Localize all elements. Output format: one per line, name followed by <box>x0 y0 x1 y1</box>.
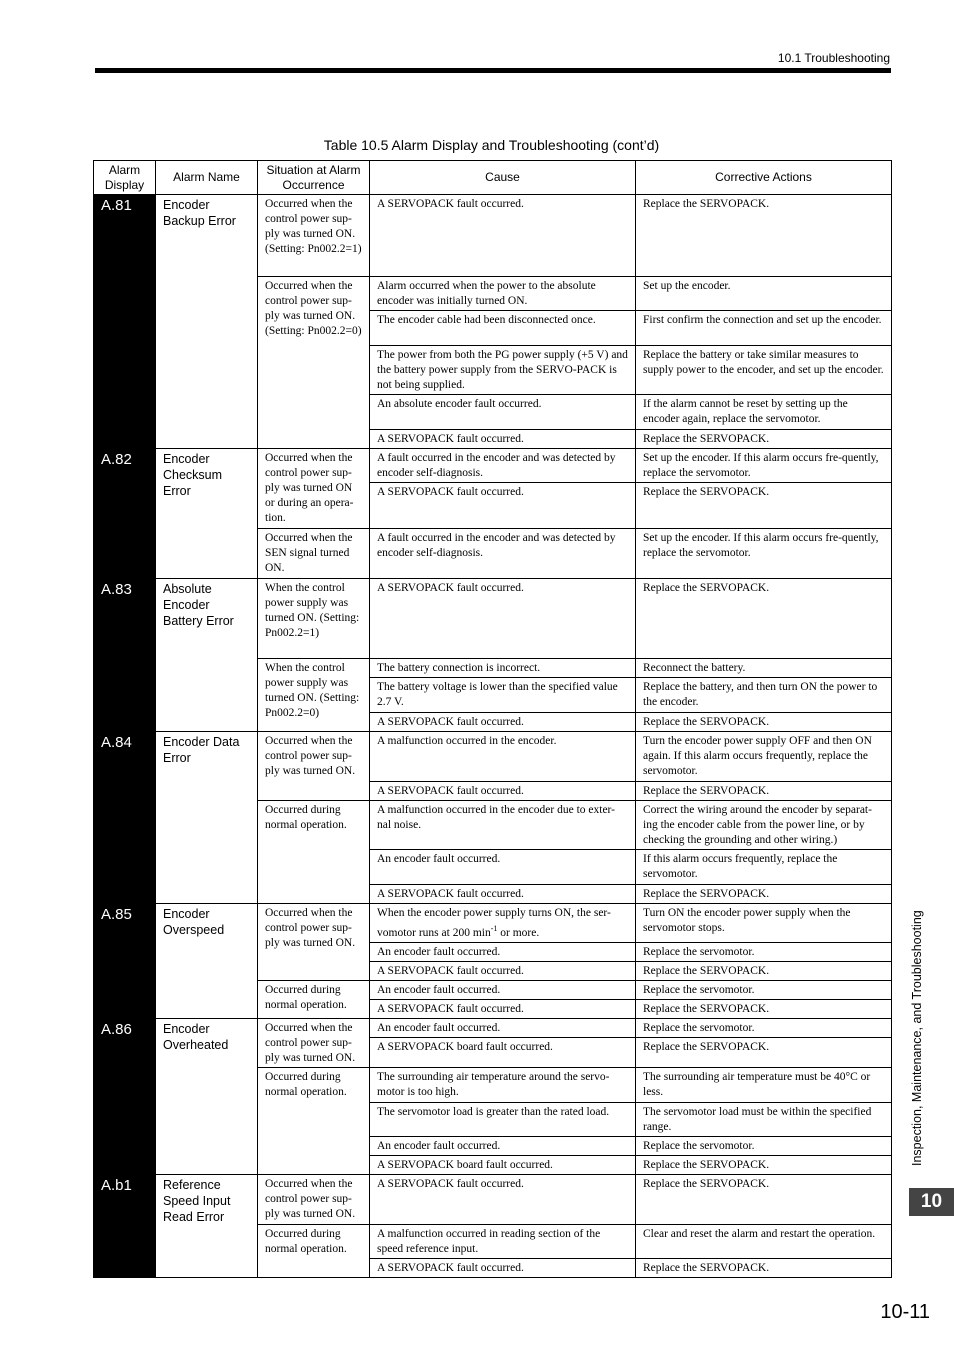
action-cell: Replace the SERVOPACK. <box>636 999 892 1018</box>
table-caption: Table 10.5 Alarm Display and Troubleshooting (cont’d) <box>323 137 660 153</box>
col-header-cause: Cause <box>370 161 636 195</box>
action-cell: If the alarm cannot be reset by setting up the encoder again, replace the servomotor. <box>636 395 892 430</box>
action-cell: Replace the servomotor. <box>636 1018 892 1037</box>
cause-cell: The encoder cable had been disconnected once. <box>370 311 636 346</box>
cause-cell: The battery connection is incorrect. <box>370 659 636 678</box>
action-cell: Replace the SERVOPACK. <box>636 579 892 659</box>
col-header-situation: Situation at Alarm Occurrence <box>258 161 370 195</box>
alarm-name: Reference Speed Input Read Error <box>156 1174 258 1277</box>
cause-cell: A malfunction occurred in the encoder. <box>370 732 636 782</box>
action-cell: Replace the servomotor. <box>636 1136 892 1155</box>
table-header-row <box>94 161 892 195</box>
action-cell: Replace the SERVOPACK. <box>636 483 892 529</box>
cause-cell: A malfunction occurred in reading section of the speed reference input. <box>370 1224 636 1258</box>
action-cell: Replace the SERVOPACK. <box>636 1174 892 1224</box>
table-row <box>94 1018 892 1037</box>
situation-cell: Occurred when the control power sup-ply was turned ON. (Setting: Pn002.2=0) <box>258 277 370 449</box>
action-cell: Turn ON the encoder power supply when the servomotor stops. <box>636 904 892 943</box>
alarm-code: A.84 <box>94 732 156 904</box>
chapter-tab: 10 <box>909 1188 954 1216</box>
action-cell: Replace the SERVOPACK. <box>636 430 892 449</box>
col-header-actions: Corrective Actions <box>636 161 892 195</box>
alarm-table <box>93 160 892 1278</box>
alarm-code: A.b1 <box>94 1174 156 1277</box>
situation-cell: Occurred when the control power sup-ply was turned ON. <box>258 732 370 801</box>
cause-text: When the encoder power supply turns ON, the ser-vomotor runs at 200 min <box>377 907 611 939</box>
cause-cell: A fault occurred in the encoder and was detected by encoder self-diagnosis. <box>370 529 636 579</box>
action-cell: Replace the SERVOPACK. <box>636 195 892 277</box>
header-rule <box>95 68 891 73</box>
action-cell: Replace the battery or take similar measures to supply power to the encoder, and set up the encoder. <box>636 346 892 395</box>
cause-cell: Alarm occurred when the power to the absolute encoder was initially turned ON. <box>370 277 636 311</box>
cause-cell: A SERVOPACK fault occurred. <box>370 195 636 277</box>
alarm-code: A.82 <box>94 449 156 579</box>
situation-cell: When the control power supply was turned ON. (Setting: Pn002.2=1) <box>258 579 370 659</box>
cause-cell <box>370 904 636 943</box>
action-cell: Turn the encoder power supply OFF and then ON again. If this alarm occurs frequently, replace the servomotor. <box>636 732 892 782</box>
table-row <box>94 195 892 277</box>
situation-cell: Occurred during normal operation. <box>258 1067 370 1174</box>
col-header-alarm-display: Alarm Display <box>94 161 156 195</box>
alarm-name: Encoder Overspeed <box>156 904 258 1019</box>
cause-cell: A SERVOPACK fault occurred. <box>370 1174 636 1224</box>
alarm-code: A.86 <box>94 1018 156 1174</box>
situation-cell: Occurred when the control power sup-ply was turned ON. (Setting: Pn002.2=1) <box>258 195 370 277</box>
col-header-alarm-name: Alarm Name <box>156 161 258 195</box>
table-row <box>94 904 892 943</box>
exponent: -1 <box>490 924 498 933</box>
action-cell: If this alarm occurs frequently, replace the servomotor. <box>636 850 892 885</box>
alarm-code: A.83 <box>94 579 156 732</box>
action-cell: Replace the servomotor. <box>636 980 892 999</box>
action-cell: Correct the wiring around the encoder by separat-ing the encoder cable from the power line, or by checking the grounding and other wiring.) <box>636 801 892 850</box>
situation-cell: When the control power supply was turned ON. (Setting: Pn002.2=0) <box>258 659 370 732</box>
action-cell: First confirm the connection and set up the encoder. <box>636 311 892 346</box>
running-header: 10.1 Troubleshooting <box>777 51 890 65</box>
cause-cell: A malfunction occurred in the encoder due to exter-nal noise. <box>370 801 636 850</box>
cause-cell: The power from both the PG power supply (+5 V) and the battery power supply from the SERVO-PACK is not being supplied. <box>370 346 636 395</box>
cause-cell: A fault occurred in the encoder and was detected by encoder self-diagnosis. <box>370 449 636 483</box>
cause-cell: A SERVOPACK fault occurred. <box>370 782 636 801</box>
action-cell: Replace the SERVOPACK. <box>636 782 892 801</box>
action-cell: Clear and reset the alarm and restart the operation. <box>636 1224 892 1258</box>
alarm-name: Absolute Encoder Battery Error <box>156 579 258 732</box>
situation-cell: Occurred during normal operation. <box>258 980 370 1018</box>
page-number: 10-11 <box>880 1301 930 1323</box>
action-cell: Replace the battery, and then turn ON the power to the encoder. <box>636 678 892 713</box>
cause-cell: A SERVOPACK fault occurred. <box>370 1258 636 1277</box>
cause-cell: A SERVOPACK fault occurred. <box>370 483 636 529</box>
situation-cell: Occurred when the control power sup-ply was turned ON. <box>258 1174 370 1224</box>
action-cell: Replace the servomotor. <box>636 942 892 961</box>
action-cell: Replace the SERVOPACK. <box>636 1155 892 1174</box>
cause-cell: An encoder fault occurred. <box>370 942 636 961</box>
alarm-code: A.85 <box>94 904 156 1019</box>
table-row <box>94 579 892 659</box>
cause-cell: An encoder fault occurred. <box>370 850 636 885</box>
table-row <box>94 1174 892 1224</box>
table-row <box>94 732 892 782</box>
action-cell: Set up the encoder. If this alarm occurs fre-quently, replace the servomotor. <box>636 449 892 483</box>
cause-text-end: or more. <box>497 926 540 939</box>
situation-cell: Occurred when the control power sup-ply was turned ON. <box>258 1018 370 1067</box>
action-cell: The surrounding air temperature must be 40°C or less. <box>636 1067 892 1102</box>
cause-cell: The surrounding air temperature around the servo-motor is too high. <box>370 1067 636 1102</box>
cause-cell: The servomotor load is greater than the rated load. <box>370 1102 636 1136</box>
action-cell: Replace the SERVOPACK. <box>636 713 892 732</box>
alarm-name: Encoder Overheated <box>156 1018 258 1174</box>
action-cell: The servomotor load must be within the specified range. <box>636 1102 892 1136</box>
cause-cell: A SERVOPACK fault occurred. <box>370 885 636 904</box>
action-cell: Replace the SERVOPACK. <box>636 961 892 980</box>
alarm-code: A.81 <box>94 195 156 449</box>
cause-cell: A SERVOPACK board fault occurred. <box>370 1037 636 1067</box>
situation-cell: Occurred during normal operation. <box>258 1224 370 1277</box>
cause-cell: A SERVOPACK fault occurred. <box>370 961 636 980</box>
action-cell: Replace the SERVOPACK. <box>636 1037 892 1067</box>
action-cell: Replace the SERVOPACK. <box>636 885 892 904</box>
action-cell: Set up the encoder. <box>636 277 892 311</box>
action-cell: Replace the SERVOPACK. <box>636 1258 892 1277</box>
cause-cell: A SERVOPACK fault occurred. <box>370 999 636 1018</box>
side-chapter-title: Inspection, Maintenance, and Troubleshooting <box>910 910 924 1166</box>
situation-cell: Occurred during normal operation. <box>258 801 370 904</box>
situation-cell: Occurred when the control power sup-ply was turned ON. <box>258 904 370 981</box>
cause-cell: The battery voltage is lower than the specified value 2.7 V. <box>370 678 636 713</box>
table-row <box>94 449 892 483</box>
cause-cell: A SERVOPACK fault occurred. <box>370 430 636 449</box>
cause-cell: A SERVOPACK board fault occurred. <box>370 1155 636 1174</box>
situation-cell: Occurred when the SEN signal turned ON. <box>258 529 370 579</box>
cause-cell: An absolute encoder fault occurred. <box>370 395 636 430</box>
alarm-name: Encoder Data Error <box>156 732 258 904</box>
cause-cell: An encoder fault occurred. <box>370 980 636 999</box>
cause-cell: An encoder fault occurred. <box>370 1136 636 1155</box>
cause-cell: An encoder fault occurred. <box>370 1018 636 1037</box>
situation-cell: Occurred when the control power sup-ply was turned ON or during an opera-tion. <box>258 449 370 529</box>
action-cell: Set up the encoder. If this alarm occurs fre-quently, replace the servomotor. <box>636 529 892 579</box>
cause-cell: A SERVOPACK fault occurred. <box>370 713 636 732</box>
action-cell: Reconnect the battery. <box>636 659 892 678</box>
alarm-name: Encoder Checksum Error <box>156 449 258 579</box>
alarm-name: Encoder Backup Error <box>156 195 258 449</box>
cause-cell: A SERVOPACK fault occurred. <box>370 579 636 659</box>
